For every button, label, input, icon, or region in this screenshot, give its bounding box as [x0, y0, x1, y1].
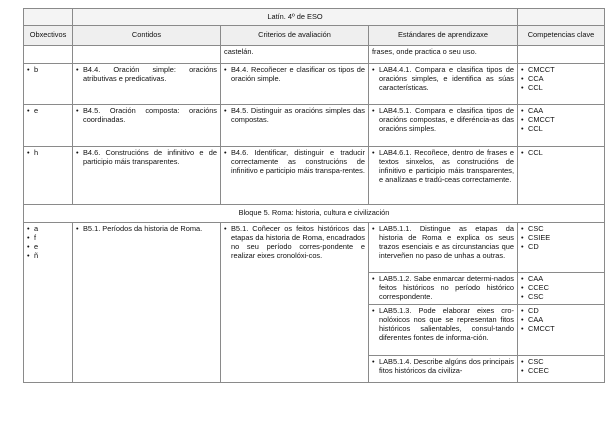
- continuation-row: [24, 46, 605, 64]
- continuation-standards: frases, onde practica o seu uso.: [369, 46, 518, 64]
- header-criteria: Criterios de avaliación: [221, 26, 369, 46]
- contents-cell: [73, 223, 221, 383]
- header-standards: Estándares de aprendizaxe: [369, 26, 518, 46]
- competence-item: • CAA: [521, 275, 601, 284]
- table-row: [24, 147, 605, 205]
- standard-text: • LAB4.6.1. Recoñece, dentro de frases e textos sinxelos, as construcións de infinitivo e participio máis transparentes, e analízaas e tradú-ceas correctamente.: [372, 149, 514, 185]
- header-row: [24, 26, 605, 46]
- objective-item: • ñ: [27, 252, 69, 261]
- objectives-cell: [24, 105, 73, 147]
- criteria-cell: [221, 64, 369, 105]
- competences-cell: [518, 105, 605, 147]
- criteria-text: • B4.4. Recoñecer e clasificar os tipos de oración simple.: [224, 66, 365, 84]
- objective-item: • h: [27, 149, 69, 158]
- competence-item: • CCA: [521, 75, 601, 84]
- competence-item: • CCEC: [521, 367, 601, 376]
- objectives-cell: [24, 223, 73, 383]
- competence-subcell: [518, 305, 604, 356]
- curriculum-table: [23, 8, 605, 383]
- table-title: Latín. 4º de ESO: [73, 9, 518, 26]
- header-contents: Contidos: [73, 26, 221, 46]
- competence-item: • CMCCT: [521, 325, 601, 334]
- contents-text: • B4.4. Oración simple: oracións atributivas e predicativas.: [76, 66, 217, 84]
- contents-cell: [73, 64, 221, 105]
- competence-subcell: [518, 356, 604, 382]
- block-title-row: [24, 205, 605, 223]
- contents-text: • B4.6. Construcións de infinitivo e de participio máis transparentes.: [76, 149, 217, 167]
- standard-text: • LAB5.1.4. Describe algúns dos principais fitos históricos da civiliza-: [372, 358, 514, 376]
- standard-text: • LAB4.4.1. Compara e clasifica tipos de oracións simples, e identifica as súas características.: [372, 66, 514, 93]
- standard-text: • LAB5.1.3. Pode elaborar eixes cro-nolóxicos nos que se representan fitos históricos salientables, consul-tando diferentes fontes de informa-ción.: [372, 307, 514, 343]
- title-row: [24, 9, 605, 26]
- objective-item: • e: [27, 107, 69, 116]
- competence-item: • CCEC: [521, 284, 601, 293]
- standard-subcell: [369, 305, 517, 356]
- criteria-cell: [221, 105, 369, 147]
- continuation-criteria: castelán.: [221, 46, 369, 64]
- contents-cell: [73, 105, 221, 147]
- criteria-text: • B4.5. Distinguir as oracións simples das compostas.: [224, 107, 365, 125]
- competence-subcell: [518, 223, 604, 273]
- objectives-cell: [24, 147, 73, 205]
- competence-item: • CD: [521, 307, 601, 316]
- standard-text: • LAB5.1.2. Sabe enmarcar determi-nados feitos históricos no período histórico correspondente.: [372, 275, 514, 302]
- objective-item: • a: [27, 225, 69, 234]
- table-row: [24, 64, 605, 105]
- standard-subcell: [369, 356, 517, 382]
- contents-cell: [73, 147, 221, 205]
- table-cell: [24, 46, 73, 64]
- competence-item: • CAA: [521, 316, 601, 325]
- table-row: [24, 223, 605, 383]
- competence-item: • CCL: [521, 149, 601, 158]
- block-title: Bloque 5. Roma: historia, cultura e civilización: [24, 205, 605, 223]
- standards-cell: [369, 64, 518, 105]
- objectives-cell: [24, 64, 73, 105]
- objective-item: • b: [27, 66, 69, 75]
- competence-item: • CSC: [521, 225, 601, 234]
- table-cell: [518, 46, 605, 64]
- header-objectives: Obxectivos: [24, 26, 73, 46]
- standard-subcell: [369, 273, 517, 305]
- contents-text: • B5.1. Períodos da historia de Roma.: [76, 225, 217, 234]
- competence-item: • CMCCT: [521, 116, 601, 125]
- competence-item: • CSC: [521, 293, 601, 302]
- competence-item: • CMCCT: [521, 66, 601, 75]
- table-cell: [73, 46, 221, 64]
- criteria-text: • B4.6. Identificar, distinguir e traducir correctamente as construcións de infinitivo e participio máis transpa-rentes.: [224, 149, 365, 176]
- competence-subcell: [518, 273, 604, 305]
- competence-item: • CCL: [521, 125, 601, 134]
- competence-item: • CSC: [521, 358, 601, 367]
- competence-item: • CSIEE: [521, 234, 601, 243]
- standard-text: • LAB5.1.1. Distingue as etapas da historia de Roma e explica os seus trazos esenciais e as circunstancias que interveñen no paso de unhas a outras.: [372, 225, 514, 261]
- header-competences: Competencias clave: [518, 26, 605, 46]
- competences-cell: [518, 64, 605, 105]
- criteria-text: • B5.1. Coñecer os feitos históricos das etapas da historia de Roma, encadrados no seu período corres-pondente e realizar eixes cronolóxi-cos.: [224, 225, 365, 261]
- criteria-cell: [221, 147, 369, 205]
- standard-text: • LAB4.5.1. Compara e clasifica tipos de oracións compostas, e diferéncia-as das oracións simples.: [372, 107, 514, 134]
- competence-item: • CAA: [521, 107, 601, 116]
- contents-text: • B4.5. Oración composta: oracións coordinadas.: [76, 107, 217, 125]
- competence-item: • CD: [521, 243, 601, 252]
- title-empty-cell: [24, 9, 73, 26]
- objective-item: • f: [27, 234, 69, 243]
- standard-subcell: [369, 223, 517, 273]
- table-row: [24, 105, 605, 147]
- standards-cell: [369, 223, 518, 383]
- competence-item: • CCL: [521, 84, 601, 93]
- title-empty-cell: [518, 9, 605, 26]
- criteria-cell: [221, 223, 369, 383]
- objective-item: • e: [27, 243, 69, 252]
- standards-cell: [369, 147, 518, 205]
- competences-cell: [518, 147, 605, 205]
- standards-cell: [369, 105, 518, 147]
- competences-cell: [518, 223, 605, 383]
